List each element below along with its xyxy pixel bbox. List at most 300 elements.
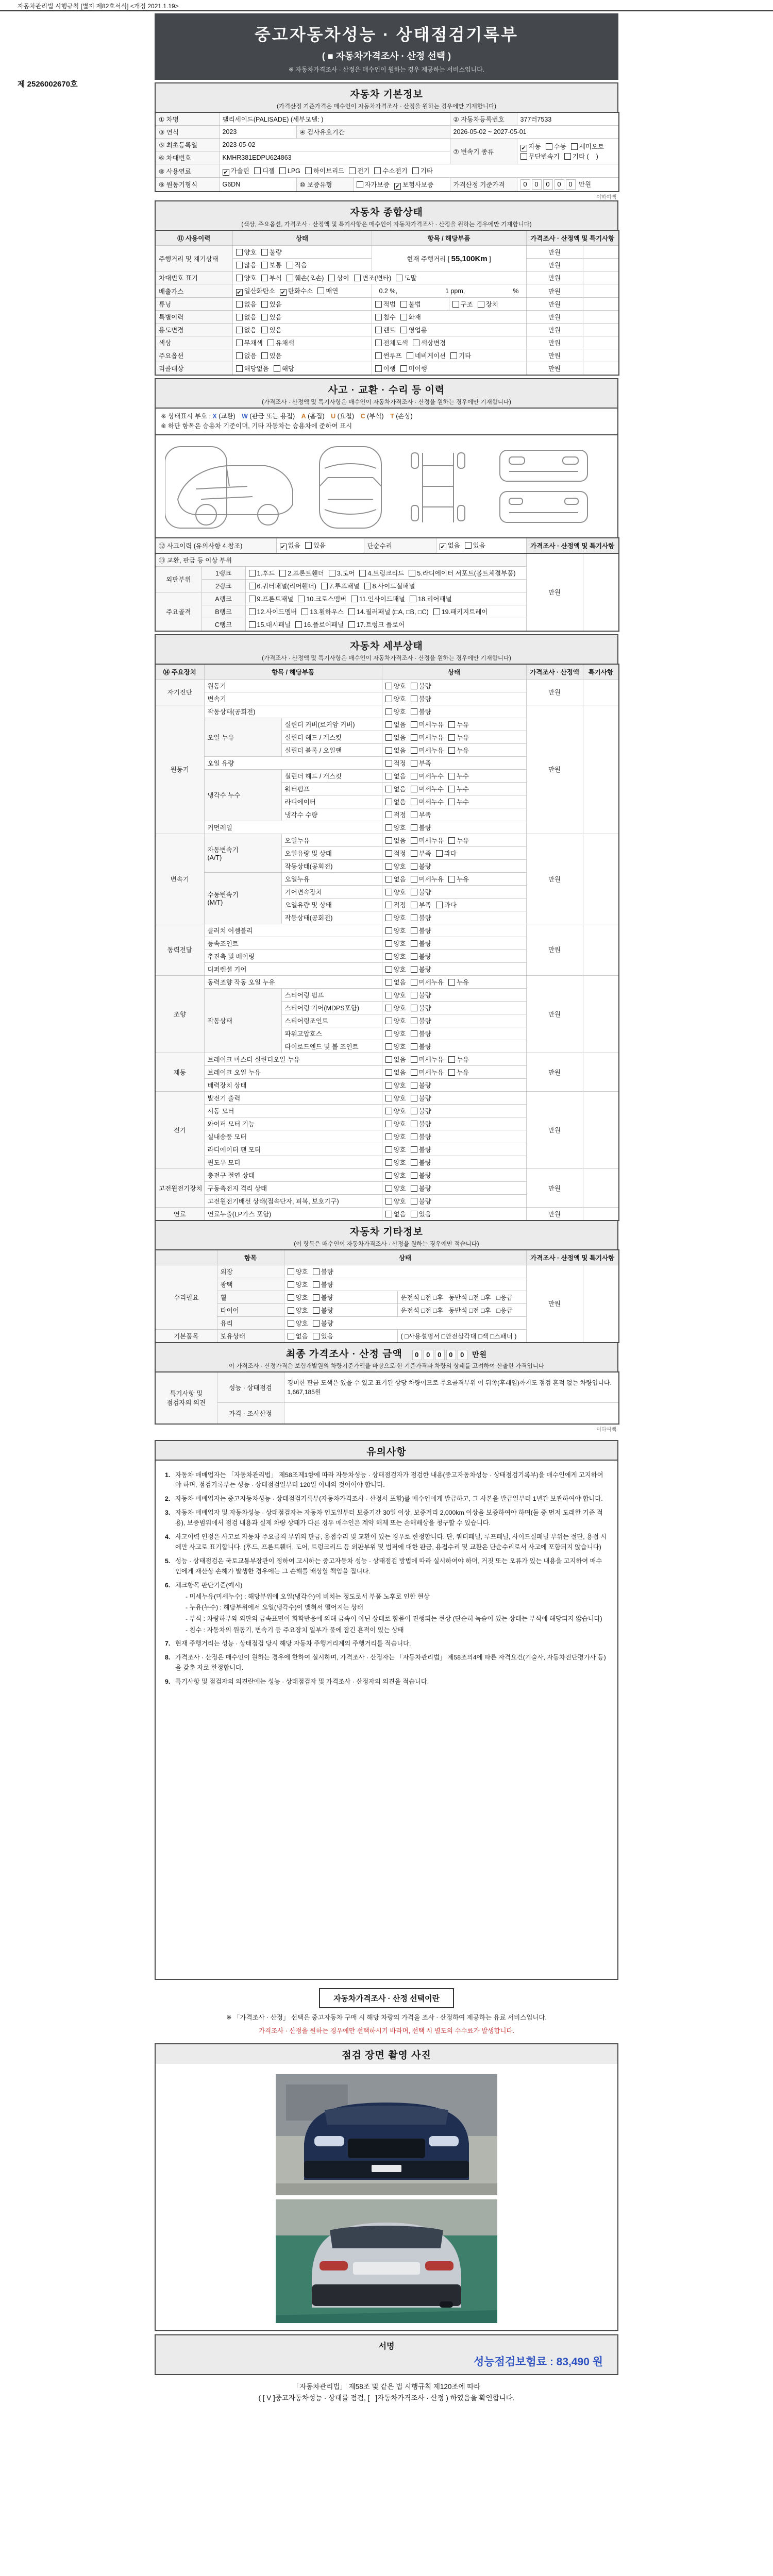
checkbox[interactable] [448, 837, 455, 844]
checkbox[interactable] [305, 167, 312, 174]
checkbox[interactable] [301, 608, 308, 615]
item-label: 연료누출(LP가스 포함) [204, 1207, 382, 1221]
checkbox[interactable] [411, 850, 417, 857]
check-option [411, 1183, 431, 1193]
checkbox[interactable]: ✔ [440, 544, 445, 550]
check-option [236, 299, 257, 309]
checkbox[interactable] [411, 1056, 417, 1063]
checkbox[interactable]: ✔ [395, 183, 400, 190]
checkbox[interactable] [375, 327, 382, 333]
state-options [382, 1207, 526, 1221]
checkbox[interactable] [287, 275, 293, 281]
fuel-label: ⑧ 사용연료 [155, 164, 219, 178]
checkbox[interactable] [411, 683, 417, 689]
checkbox[interactable] [385, 1043, 392, 1050]
checkbox[interactable] [411, 799, 417, 805]
checkbox[interactable] [313, 1307, 320, 1314]
option-label: 양호 [393, 1017, 406, 1025]
checkbox[interactable] [385, 760, 392, 767]
checkbox[interactable] [448, 786, 455, 792]
checkbox[interactable] [411, 1095, 417, 1101]
check-option [279, 167, 300, 175]
option-label: 없음 [393, 734, 406, 741]
polish-options [284, 1278, 526, 1291]
checkbox[interactable] [348, 608, 355, 615]
check-option [385, 1183, 406, 1193]
checkbox[interactable] [478, 301, 484, 308]
checkbox[interactable] [413, 340, 419, 346]
checkbox[interactable] [295, 621, 302, 628]
checkbox[interactable] [436, 902, 443, 908]
checkbox[interactable] [249, 608, 256, 615]
checkbox[interactable] [385, 1095, 392, 1101]
state-options [382, 1117, 526, 1130]
option-label: 양호 [295, 1319, 308, 1327]
checkbox[interactable] [385, 1005, 392, 1011]
checkbox[interactable] [375, 365, 382, 372]
checkbox[interactable] [385, 837, 392, 844]
check-option [396, 273, 416, 282]
checkbox[interactable] [349, 167, 356, 174]
option-label: 없음 [393, 978, 406, 986]
signature-section [155, 2334, 618, 2375]
checkbox[interactable] [571, 143, 578, 150]
checkbox[interactable] [407, 352, 413, 359]
checkbox[interactable] [520, 153, 527, 160]
checkbox[interactable] [364, 583, 371, 589]
emission-label: 배출가스 [155, 284, 232, 298]
form-column [155, 13, 618, 2404]
checkbox[interactable] [411, 992, 417, 998]
checkbox[interactable] [448, 747, 455, 754]
checkbox[interactable] [385, 1030, 392, 1037]
option-label: 불량 [418, 1081, 431, 1089]
state-options [382, 937, 526, 950]
checkbox[interactable] [375, 314, 382, 320]
checkbox[interactable]: ✔ [280, 544, 285, 550]
checkbox[interactable] [385, 1159, 392, 1166]
note-cell [583, 1207, 619, 1221]
checkbox[interactable]: ✔ [280, 290, 285, 296]
checkbox[interactable] [411, 979, 417, 986]
title-band [155, 13, 618, 80]
checkbox[interactable] [261, 275, 268, 281]
code-label: (요철) [337, 413, 355, 420]
check-option [328, 273, 349, 282]
option-label: 불량 [418, 914, 431, 922]
rankC-items [245, 618, 526, 631]
check-option [280, 286, 313, 296]
checkbox[interactable] [385, 1082, 392, 1089]
document-number: 제 2526002670호 [18, 80, 78, 89]
checkbox[interactable] [385, 1121, 392, 1127]
checkbox[interactable] [261, 249, 268, 256]
wheel-extra: 운전석 □전 □후 동반석 □전 □후 □응급 [397, 1291, 526, 1303]
checkbox[interactable] [411, 1211, 417, 1217]
check-option [375, 325, 396, 334]
checkbox[interactable] [411, 927, 417, 934]
check-option [385, 1080, 406, 1090]
checkbox[interactable] [400, 327, 407, 333]
table-row [155, 164, 619, 178]
option-label: 있음 [418, 1210, 431, 1218]
checkbox[interactable] [546, 143, 552, 150]
checkbox[interactable] [279, 167, 286, 174]
checkbox[interactable] [385, 1056, 392, 1063]
checkbox[interactable] [411, 786, 417, 792]
checkbox[interactable] [450, 352, 457, 359]
option-label: 없음 [244, 301, 257, 308]
checkbox[interactable] [261, 327, 268, 333]
base-price-value [517, 178, 619, 192]
check-option [313, 1318, 333, 1328]
checkbox[interactable] [354, 275, 361, 281]
checkbox[interactable] [411, 889, 417, 895]
checkbox[interactable] [411, 863, 417, 870]
checkbox[interactable] [385, 1069, 392, 1076]
checkbox[interactable] [288, 1320, 294, 1327]
checkbox[interactable] [448, 1056, 455, 1063]
checkbox[interactable] [411, 1043, 417, 1050]
check-option [223, 166, 249, 176]
option-label: 부족 [418, 811, 431, 819]
code-label: (판금 또는 용접) [249, 413, 295, 420]
checkbox[interactable] [236, 365, 243, 372]
option-label: 10.크로스멤버 [306, 595, 347, 603]
checkbox[interactable] [411, 1082, 417, 1089]
checkbox[interactable] [410, 596, 416, 602]
state-options [382, 782, 526, 795]
check-option [261, 325, 282, 334]
checkbox[interactable] [411, 966, 417, 973]
check-option [287, 260, 307, 269]
checkbox[interactable] [385, 1146, 392, 1153]
check-option [288, 1306, 308, 1315]
option-label: 양호 [393, 927, 406, 935]
checkbox[interactable] [411, 953, 417, 960]
check-option [411, 887, 431, 896]
checkbox[interactable] [385, 863, 392, 870]
checkbox[interactable] [385, 927, 392, 934]
checkbox[interactable] [385, 1108, 392, 1114]
checkbox[interactable] [236, 327, 243, 333]
check-option [249, 594, 294, 603]
tuning-state-options [232, 298, 372, 311]
checkbox[interactable] [328, 275, 335, 281]
checkbox[interactable] [288, 1268, 294, 1275]
checkbox[interactable] [261, 352, 268, 359]
option-label: 4.트렁크리드 [367, 569, 405, 577]
repair-need-label: 수리필요 [155, 1265, 217, 1329]
check-option [465, 540, 485, 550]
checkbox[interactable] [287, 262, 293, 268]
note-cell [583, 1168, 619, 1207]
checkbox[interactable] [448, 1069, 455, 1076]
checkbox[interactable] [411, 1005, 417, 1011]
checkbox[interactable] [452, 301, 459, 308]
checkbox[interactable]: ✔ [237, 290, 242, 296]
checkbox[interactable] [411, 1185, 417, 1192]
checkbox[interactable] [236, 301, 243, 308]
check-option [411, 913, 431, 922]
check-option [354, 273, 392, 282]
checkbox[interactable] [465, 542, 472, 549]
checkbox[interactable] [317, 287, 324, 294]
checkbox[interactable] [313, 1281, 320, 1288]
checkbox[interactable] [448, 799, 455, 805]
sub-group-label: 냉각수 누수 [204, 769, 281, 821]
option-label: 불량 [321, 1294, 333, 1301]
checkbox[interactable] [411, 747, 417, 754]
check-option [411, 849, 431, 858]
check-option [448, 733, 469, 742]
price-cell: 만원 [526, 349, 583, 362]
checkbox[interactable] [448, 773, 455, 779]
price-cell: 만원 [526, 924, 583, 975]
check-option [385, 939, 406, 948]
state-options [382, 898, 526, 911]
checkbox[interactable] [385, 1018, 392, 1024]
form-title: 중고자동차성능 · 상태점검기록부 [254, 25, 519, 44]
checkbox[interactable] [400, 365, 407, 372]
checkbox[interactable] [385, 940, 392, 947]
notice-title: 유의사항 [366, 1446, 407, 1458]
checkbox[interactable] [375, 301, 382, 308]
checkbox[interactable] [305, 542, 312, 549]
option-label: 누유 [456, 837, 469, 844]
note-cell [583, 284, 619, 298]
checkbox[interactable] [448, 721, 455, 728]
checkbox[interactable] [411, 1159, 417, 1166]
checkbox[interactable] [411, 734, 417, 741]
item-label: 라디에이터 팬 모터 [204, 1143, 382, 1156]
checkbox[interactable] [411, 914, 417, 921]
option-label: 해당없음 [244, 365, 269, 372]
check-option [385, 1093, 406, 1103]
state-options [382, 834, 526, 846]
option-label: 보통 [269, 262, 282, 269]
checkbox[interactable] [396, 275, 402, 281]
checkbox[interactable] [385, 1198, 392, 1205]
checkbox[interactable] [385, 786, 392, 792]
checkbox[interactable] [411, 902, 417, 908]
checkbox[interactable] [411, 696, 417, 702]
checkbox[interactable] [313, 1294, 320, 1301]
checkbox[interactable] [385, 747, 392, 754]
checkbox[interactable] [385, 966, 392, 973]
checkbox[interactable] [400, 301, 407, 308]
state-options [382, 1156, 526, 1168]
checkbox[interactable] [448, 876, 455, 883]
checkbox[interactable] [288, 1333, 294, 1340]
checkbox[interactable] [385, 721, 392, 728]
transmission-options [517, 139, 619, 164]
checkbox[interactable] [436, 850, 443, 857]
rankB-label: B랭크 [201, 605, 245, 618]
checkbox[interactable] [411, 1121, 417, 1127]
checkbox[interactable] [564, 153, 571, 160]
option-label: 이행 [383, 365, 396, 372]
checkbox[interactable] [385, 889, 392, 895]
check-option [448, 874, 469, 884]
checkbox[interactable] [411, 721, 417, 728]
option-label: 있음 [473, 542, 485, 549]
check-option [236, 364, 269, 373]
price-digit: 0 [520, 179, 530, 190]
option-label: 13.휠하우스 [310, 608, 344, 616]
checkbox[interactable] [411, 1018, 417, 1024]
checkbox[interactable] [351, 596, 358, 602]
check-option [448, 720, 469, 729]
option-label: 8.사이드실패널 [372, 582, 415, 590]
car-name-value: 팰리세이드(PALISADE) (세부모델: ) [219, 112, 450, 126]
checkbox[interactable] [385, 850, 392, 857]
checkbox[interactable] [411, 837, 417, 844]
checkbox[interactable] [411, 708, 417, 715]
price-header: 가격조사 · 산정액 및 특기사항 [526, 230, 619, 246]
checkbox[interactable] [385, 992, 392, 998]
checkbox[interactable] [385, 1172, 392, 1179]
checkbox[interactable] [385, 902, 392, 908]
check-option [411, 952, 431, 961]
price-cell: 만원 [526, 1168, 583, 1207]
state-options [382, 1104, 526, 1117]
checkbox[interactable] [249, 596, 256, 602]
checkbox[interactable] [385, 773, 392, 779]
checkbox[interactable] [375, 340, 382, 346]
checkbox[interactable] [412, 167, 419, 174]
checkbox[interactable] [385, 708, 392, 715]
checkbox[interactable] [411, 1198, 417, 1205]
checkbox[interactable] [385, 1133, 392, 1140]
checkbox[interactable] [348, 621, 355, 628]
checkbox[interactable] [433, 608, 440, 615]
checkbox[interactable] [385, 811, 392, 818]
checkbox[interactable] [448, 979, 455, 986]
checkbox[interactable] [385, 876, 392, 883]
check-option [385, 1106, 406, 1115]
checkbox[interactable] [411, 940, 417, 947]
checkbox[interactable] [411, 1069, 417, 1076]
checkbox[interactable] [385, 979, 392, 986]
checkbox[interactable] [411, 1133, 417, 1140]
checkbox[interactable] [236, 314, 243, 320]
checkbox[interactable] [249, 583, 256, 589]
checkbox[interactable] [298, 596, 305, 602]
check-option [448, 1067, 469, 1077]
code-label: (흠집) [308, 413, 325, 420]
checkbox[interactable] [411, 1172, 417, 1179]
checkbox[interactable] [357, 181, 363, 188]
option-label: 1.후드 [257, 569, 275, 577]
check-option [448, 745, 469, 755]
year-value: 2023 [219, 126, 296, 139]
checkbox[interactable] [411, 1108, 417, 1114]
option-label: 양호 [393, 1081, 406, 1089]
checkbox[interactable] [411, 876, 417, 883]
checkbox[interactable] [313, 1268, 320, 1275]
item-label: 파워고압호스 [281, 1027, 382, 1040]
code-label: (교환) [219, 413, 236, 420]
checkbox[interactable] [288, 1307, 294, 1314]
checkbox[interactable] [249, 621, 256, 628]
checkbox[interactable] [288, 1294, 294, 1301]
checkbox[interactable] [411, 824, 417, 831]
final-price-digits [412, 1349, 469, 1360]
checkbox[interactable] [385, 953, 392, 960]
checkbox[interactable] [385, 914, 392, 921]
state-options [382, 679, 526, 692]
checkbox[interactable] [385, 824, 392, 831]
checkbox[interactable] [409, 570, 415, 577]
checkbox[interactable] [375, 352, 382, 359]
checkbox[interactable] [411, 1030, 417, 1037]
checkbox[interactable] [313, 1333, 320, 1340]
checkbox[interactable] [385, 734, 392, 741]
checkbox[interactable] [254, 167, 261, 174]
checkbox[interactable] [236, 340, 243, 346]
check-option [385, 849, 406, 858]
checkbox[interactable] [313, 1320, 320, 1327]
emission-smoke: % [513, 287, 519, 295]
checkbox[interactable] [385, 799, 392, 805]
price-unit: 만원 [472, 1350, 488, 1359]
code-label: (손상) [396, 413, 413, 420]
checkbox[interactable] [374, 167, 381, 174]
checkbox[interactable] [236, 262, 243, 268]
checkbox[interactable] [249, 570, 256, 577]
checkbox[interactable] [385, 1185, 392, 1192]
checkbox[interactable] [411, 811, 417, 818]
checkbox[interactable] [321, 583, 328, 589]
checkbox[interactable] [261, 301, 268, 308]
checkbox[interactable]: ✔ [521, 145, 526, 151]
option-label: 없음 [447, 542, 460, 549]
checkbox[interactable] [448, 734, 455, 741]
checkbox[interactable] [385, 1211, 392, 1217]
checkbox[interactable] [267, 340, 274, 346]
checkbox[interactable] [385, 696, 392, 702]
legend-prefix: ※ 상태표시 부호 : [161, 413, 211, 420]
check-option [385, 745, 406, 755]
option-label: 양호 [295, 1268, 308, 1276]
checkbox[interactable] [329, 570, 335, 577]
option-state-options [232, 349, 372, 362]
checkbox[interactable] [411, 1146, 417, 1153]
detail-row [155, 1053, 619, 1065]
checkbox[interactable] [385, 683, 392, 689]
checkbox[interactable] [288, 1281, 294, 1288]
option-label: 유채색 [275, 340, 294, 347]
checkbox[interactable] [400, 314, 407, 320]
checkbox[interactable]: ✔ [223, 170, 228, 176]
check-option [448, 771, 469, 781]
checkbox[interactable] [274, 365, 280, 372]
option-label: 세미오토 [579, 143, 604, 150]
checkbox[interactable] [236, 352, 243, 359]
checkbox[interactable] [279, 570, 286, 577]
checkbox[interactable] [236, 249, 243, 256]
checkbox[interactable] [411, 773, 417, 779]
checkbox[interactable] [261, 314, 268, 320]
checkbox[interactable] [261, 262, 268, 268]
check-option [351, 594, 405, 603]
check-option [411, 1080, 431, 1090]
checkbox[interactable] [359, 570, 366, 577]
checkbox[interactable] [411, 760, 417, 767]
table-row [155, 112, 619, 126]
checkbox[interactable] [236, 275, 243, 281]
